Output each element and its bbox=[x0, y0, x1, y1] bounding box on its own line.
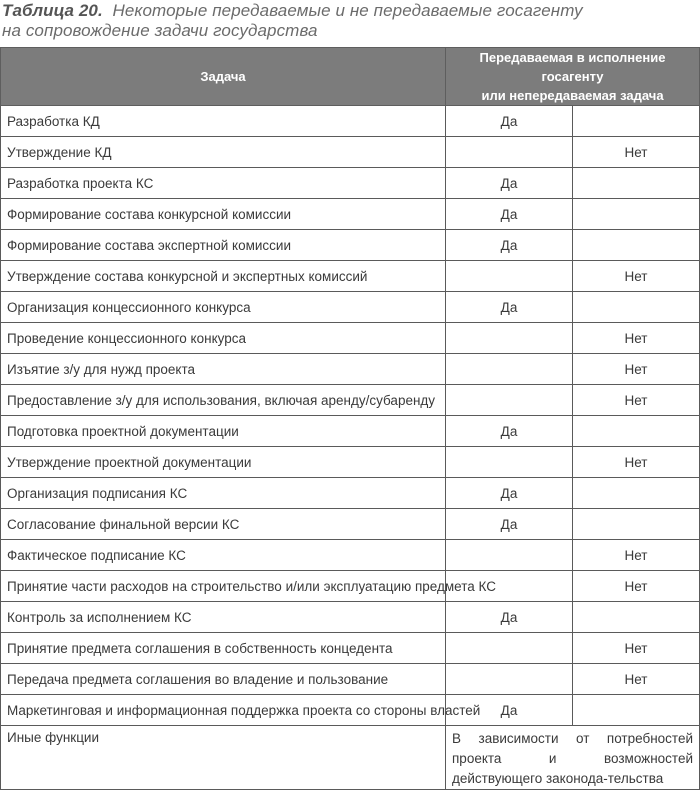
task-cell: Проведение концессионного конкурса bbox=[1, 323, 446, 354]
not-transferred-cell: Нет bbox=[573, 385, 700, 416]
table-row bbox=[1, 354, 700, 385]
task-cell: Подготовка проектной документации bbox=[1, 416, 446, 447]
table-row bbox=[1, 168, 700, 199]
table-row bbox=[1, 695, 700, 726]
table-row bbox=[1, 261, 700, 292]
header-status-line-1: Передаваемая в исполнение госагенту bbox=[479, 50, 666, 84]
transferred-cell: Да bbox=[446, 416, 573, 447]
transferred-cell bbox=[446, 385, 573, 416]
task-cell: Контроль за исполнением КС bbox=[1, 602, 446, 633]
not-transferred-cell: Нет bbox=[573, 261, 700, 292]
table-row bbox=[1, 664, 700, 695]
transferred-cell: Да bbox=[446, 602, 573, 633]
task-cell: Организация подписания КС bbox=[1, 478, 446, 509]
transferred-cell bbox=[446, 447, 573, 478]
task-cell: Принятие части расходов на строительство и/или эксплуатацию предмета КС bbox=[1, 571, 446, 602]
caption-title-line-2: на сопровождение задачи государства bbox=[2, 21, 318, 40]
transferred-cell bbox=[446, 323, 573, 354]
not-transferred-cell: Нет bbox=[573, 571, 700, 602]
task-cell: Согласование финальной версии КС bbox=[1, 509, 446, 540]
table-row bbox=[1, 199, 700, 230]
table-row bbox=[1, 385, 700, 416]
header-status bbox=[446, 48, 700, 106]
table-row bbox=[1, 540, 700, 571]
not-transferred-cell bbox=[573, 416, 700, 447]
task-cell: Предоставление з/у для использования, включая аренду/субаренду bbox=[1, 385, 446, 416]
header-task: Задача bbox=[1, 48, 446, 106]
transferred-cell bbox=[446, 633, 573, 664]
task-cell: Разработка проекта КС bbox=[1, 168, 446, 199]
transferred-cell: Да bbox=[446, 478, 573, 509]
task-cell: Передача предмета соглашения во владение и пользование bbox=[1, 664, 446, 695]
table-caption bbox=[0, 0, 700, 47]
caption-title-line-1: Некоторые передаваемые и не передаваемые госагенту bbox=[112, 1, 583, 20]
tasks-table bbox=[0, 47, 700, 790]
task-cell-other: Иные функции bbox=[1, 726, 446, 790]
task-cell: Организация концессионного конкурса bbox=[1, 292, 446, 323]
transferred-cell: Да bbox=[446, 230, 573, 261]
table-row-other bbox=[1, 726, 700, 790]
transferred-cell: Да bbox=[446, 509, 573, 540]
task-cell: Формирование состава экспертной комиссии bbox=[1, 230, 446, 261]
other-note-cell: В зависимости от потребностей проекта и возможностей действующего законода-тельства bbox=[446, 726, 700, 790]
transferred-cell: Да bbox=[446, 695, 573, 726]
transferred-cell: Да bbox=[446, 292, 573, 323]
not-transferred-cell bbox=[573, 230, 700, 261]
task-cell: Принятие предмета соглашения в собственность концедента bbox=[1, 633, 446, 664]
transferred-cell: Да bbox=[446, 106, 573, 137]
transferred-cell: Да bbox=[446, 199, 573, 230]
table-body bbox=[1, 106, 700, 726]
table-row bbox=[1, 571, 700, 602]
task-cell: Разработка КД bbox=[1, 106, 446, 137]
not-transferred-cell: Нет bbox=[573, 354, 700, 385]
task-cell: Формирование состава конкурсной комиссии bbox=[1, 199, 446, 230]
not-transferred-cell: Нет bbox=[573, 664, 700, 695]
task-cell: Фактическое подписание КС bbox=[1, 540, 446, 571]
not-transferred-cell: Нет bbox=[573, 633, 700, 664]
table-row bbox=[1, 323, 700, 354]
not-transferred-cell bbox=[573, 168, 700, 199]
table-row bbox=[1, 478, 700, 509]
task-cell: Утверждение проектной документации bbox=[1, 447, 446, 478]
not-transferred-cell bbox=[573, 199, 700, 230]
table-row bbox=[1, 137, 700, 168]
not-transferred-cell: Нет bbox=[573, 447, 700, 478]
caption-label: Таблица 20. bbox=[2, 1, 103, 20]
table-row bbox=[1, 416, 700, 447]
caption-line-1 bbox=[2, 1, 700, 21]
table-row bbox=[1, 633, 700, 664]
not-transferred-cell: Нет bbox=[573, 137, 700, 168]
not-transferred-cell bbox=[573, 695, 700, 726]
table-row bbox=[1, 602, 700, 633]
task-cell: Маркетинговая и информационная поддержка проекта со стороны властей bbox=[1, 695, 446, 726]
table-row bbox=[1, 292, 700, 323]
transferred-cell bbox=[446, 540, 573, 571]
transferred-cell bbox=[446, 354, 573, 385]
table-row bbox=[1, 509, 700, 540]
transferred-cell bbox=[446, 664, 573, 695]
table-row bbox=[1, 230, 700, 261]
table-row bbox=[1, 106, 700, 137]
table-row bbox=[1, 447, 700, 478]
not-transferred-cell bbox=[573, 106, 700, 137]
table-header-row bbox=[1, 48, 700, 106]
transferred-cell bbox=[446, 261, 573, 292]
not-transferred-cell: Нет bbox=[573, 540, 700, 571]
not-transferred-cell bbox=[573, 509, 700, 540]
not-transferred-cell bbox=[573, 292, 700, 323]
task-cell: Утверждение состава конкурсной и экспертных комиссий bbox=[1, 261, 446, 292]
table-footer-body bbox=[1, 726, 700, 790]
transferred-cell: Да bbox=[446, 168, 573, 199]
header-status-line-2: или непередаваемая задача bbox=[481, 88, 664, 103]
task-cell: Утверждение КД bbox=[1, 137, 446, 168]
not-transferred-cell bbox=[573, 478, 700, 509]
not-transferred-cell: Нет bbox=[573, 323, 700, 354]
transferred-cell bbox=[446, 137, 573, 168]
task-cell: Изъятие з/у для нужд проекта bbox=[1, 354, 446, 385]
not-transferred-cell bbox=[573, 602, 700, 633]
